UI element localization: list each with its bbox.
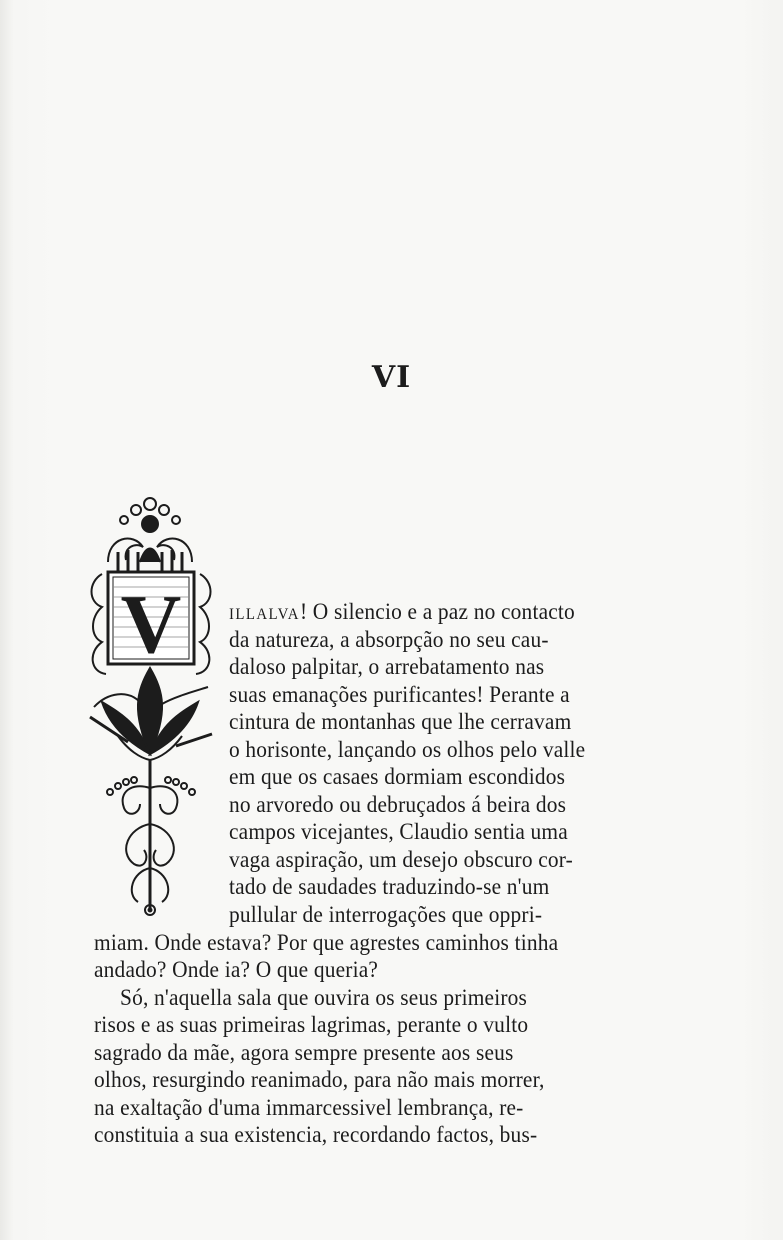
text-line: o horisonte, lançando os olhos pelo valle [229,737,586,762]
text-line-rest: ! O silencio e a paz no contacto [299,599,575,624]
text-line [229,598,575,626]
text-line: campos vicejantes, Claudio sentia uma [229,819,568,844]
text-line: andado? Onde ia? O que queria? [94,957,379,982]
text-line: tado de saudades traduzindo-se n'um [229,874,550,899]
text-line: vaga aspiração, um desejo obscuro cor- [229,847,573,872]
text-line: na exaltação d'uma immarcessivel lembrança, re- [94,1095,524,1120]
chapter-number: VI [371,360,412,395]
text-line: olhos, resurgindo reanimado, para não mais morrer, [94,1067,545,1092]
text-line: suas emanações purificantes! Perante a [229,682,570,707]
text-line: sagrado da mãe, agora sempre presente aos seus [94,1040,514,1065]
text-line: constituia a sua existencia, recordando factos, bus- [94,1122,538,1147]
text-line: em que os casaes dormiam escondidos [229,764,566,789]
text-line: daloso palpitar, o arrebatamento nas [229,654,545,679]
drop-cap-letter: V [120,578,182,671]
text-line-lead: illalva [229,599,300,624]
text-line: Só, n'aquella sala que ouvira os seus primeiros [120,985,528,1010]
text-line: miam. Onde estava? Por que agrestes caminhos tinha [94,930,559,955]
text-line: pullular de interrogações que oppri- [229,902,543,927]
text-line: da natureza, a absorpção no seu cau- [229,627,549,652]
text-line: cintura de montanhas que lhe cerravam [229,709,572,734]
text-line: no arvoredo ou debruçados á beira dos [229,792,567,817]
ornamental-drop-cap [88,492,228,922]
text-line: risos e as suas primeiras lagrimas, perante o vulto [94,1012,529,1037]
